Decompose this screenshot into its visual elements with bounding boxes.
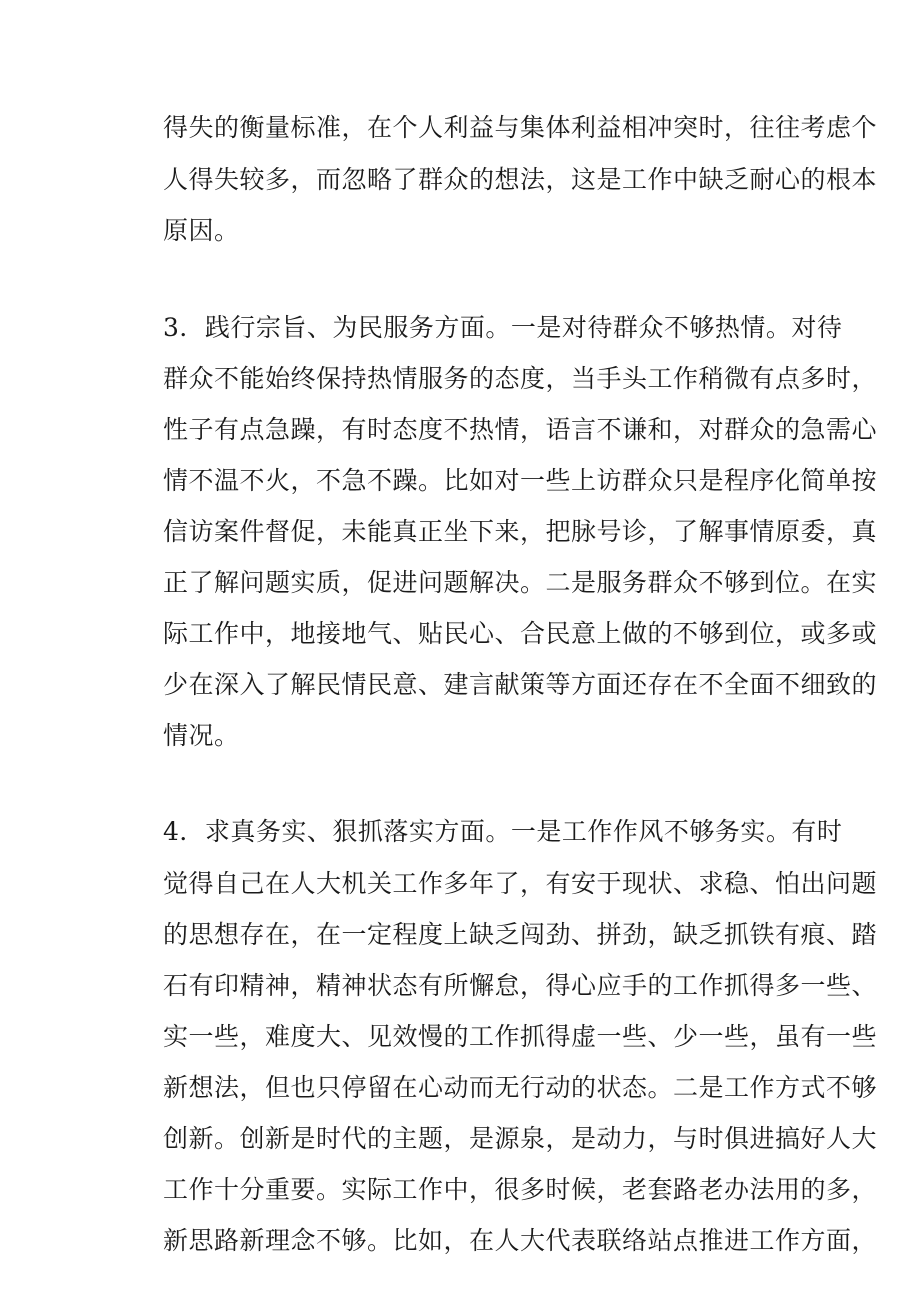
- text-line: 正了解问题实质，促进问题解决。二是服务群众不够到位。在实: [163, 568, 878, 597]
- text-line: 实一些，难度大、见效慢的工作抓得虚一些、少一些，虽有一些: [163, 1022, 878, 1051]
- text-line: 4．求真务实、狠抓落实方面。一是工作作风不够务实。有时: [163, 817, 843, 846]
- text-line: 情况。: [163, 721, 240, 750]
- text-line: 际工作中，地接地气、贴民心、合民意上做的不够到位，或多或: [163, 619, 878, 648]
- text-line: 信访案件督促，未能真正坐下来，把脉号诊，了解事情原委，真: [163, 517, 878, 546]
- text-line: 得失的衡量标准，在个人利益与集体利益相冲突时，往往考虑个: [163, 113, 878, 142]
- text-line: 性子有点急躁，有时态度不热情，语言不谦和，对群众的急需心: [163, 415, 878, 444]
- text-line: 少在深入了解民情民意、建言献策等方面还存在不全面不细致的: [163, 670, 878, 699]
- text-line: 工作十分重要。实际工作中，很多时候，老套路老办法用的多，: [163, 1175, 878, 1204]
- text-line: 新思路新理念不够。比如，在人大代表联络站点推进工作方面，: [163, 1226, 878, 1255]
- text-line: 创新。创新是时代的主题，是源泉，是动力，与时俱进搞好人大: [163, 1124, 878, 1153]
- text-line: 群众不能始终保持热情服务的态度，当手头工作稍微有点多时，: [163, 364, 878, 393]
- text-line: 3．践行宗旨、为民服务方面。一是对待群众不够热情。对待: [163, 313, 843, 342]
- text-line: 情不温不火，不急不躁。比如对一些上访群众只是程序化简单按: [163, 466, 878, 495]
- text-line: 人得失较多，而忽略了群众的想法，这是工作中缺乏耐心的根本: [163, 165, 878, 194]
- text-line: 新想法，但也只停留在心动而无行动的状态。二是工作方式不够: [163, 1073, 878, 1102]
- text-line: 的思想存在，在一定程度上缺乏闯劲、拼劲，缺乏抓铁有痕、踏: [163, 920, 878, 949]
- text-line: 觉得自己在人大机关工作多年了，有安于现状、求稳、怕出问题: [163, 869, 878, 898]
- text-line: 原因。: [163, 216, 240, 245]
- text-line: 石有印精神，精神状态有所懈怠，得心应手的工作抓得多一些、: [163, 971, 878, 1000]
